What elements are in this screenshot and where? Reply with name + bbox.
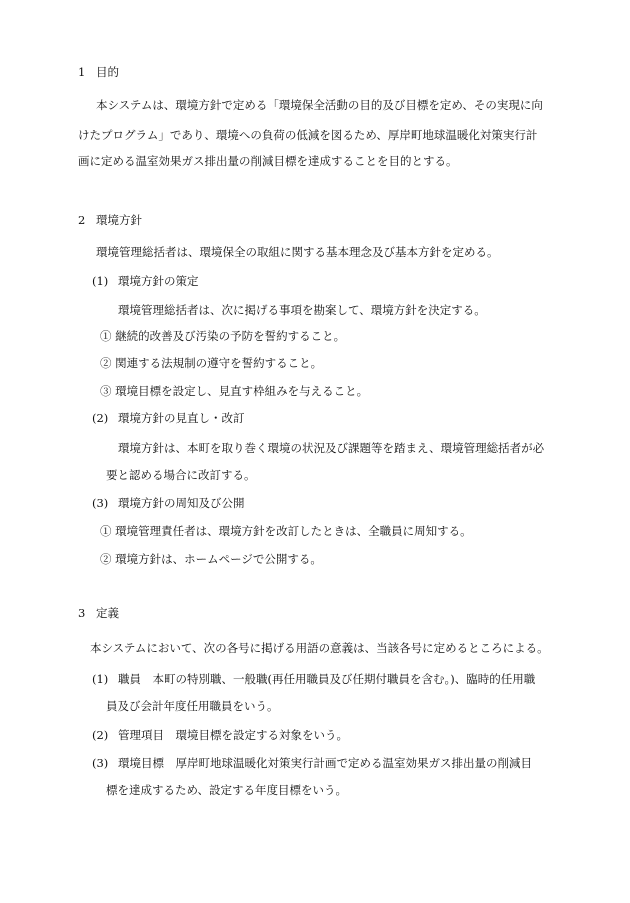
definition-text: 環境目標 厚岸町地球温暖化対策実行計画で定める温室効果ガス排出量の削減目 — [118, 756, 532, 770]
list-item: ② 環境方針は、ホームページで公開する。 — [100, 552, 322, 566]
subsection-title: 環境方針の周知及び公開 — [118, 496, 245, 510]
section-title: 環境方針 — [96, 213, 142, 227]
definition-number: (1) — [92, 672, 109, 686]
paragraph-line: 環境管理総括者は、環境保全の取組に関する基本理念及び基本方針を定める。 — [96, 245, 499, 259]
definition-number: (2) — [92, 728, 109, 742]
subsection-number: (3) — [92, 496, 109, 510]
section-number: 2 — [78, 213, 86, 227]
subsection-title: 環境方針の見直し・改訂 — [118, 411, 245, 425]
section-3-heading — [78, 605, 119, 621]
section-number: 3 — [78, 606, 86, 620]
subsection-1-heading — [92, 273, 199, 289]
section-title: 定義 — [96, 606, 119, 620]
paragraph-line: 環境管理総括者は、次に掲げる事項を勘案して、環境方針を決定する。 — [118, 303, 486, 317]
subsection-3-heading — [92, 495, 245, 511]
paragraph-line: 本システムは、環境方針で定める「環境保全活動の目的及び目標を定め、その実現に向 — [96, 98, 543, 112]
subsection-title: 環境方針の策定 — [118, 274, 199, 288]
definition-continuation: 員及び会計年度任用職員をいう。 — [106, 699, 279, 713]
list-item: ② 関連する法規制の遵守を誓約すること。 — [100, 356, 323, 370]
definition-item — [92, 727, 348, 743]
paragraph-line: けたプログラム」であり、環境への負荷の低減を図るため、厚岸町地球温暖化対策実行計 — [78, 128, 538, 142]
definition-number: (3) — [92, 756, 109, 770]
paragraph-line: 環境方針は、本町を取り巻く環境の状況及び課題等を踏まえ、環境管理総括者が必 — [118, 441, 545, 455]
definition-text: 管理項目 環境目標を設定する対象をいう。 — [118, 728, 348, 742]
paragraph-line: 画に定める温室効果ガス排出量の削減目標を達成することを目的とする。 — [78, 154, 458, 168]
definition-item — [92, 755, 532, 771]
section-2-heading — [78, 212, 142, 228]
definition-item — [92, 671, 535, 687]
definition-continuation: 標を達成するため、設定する年度目標をいう。 — [106, 783, 348, 797]
list-item: ③ 環境目標を設定し、見直す枠組みを与えること。 — [100, 384, 369, 398]
paragraph-line: 本システムにおいて、次の各号に掲げる用語の意義は、当該各号に定めるところによる。 — [90, 641, 549, 655]
list-item: ① 環境管理責任者は、環境方針を改訂したときは、全職員に周知する。 — [100, 524, 472, 538]
definition-text: 職員 本町の特別職、一般職(再任用職員及び任期付職員を含む。)、臨時的任用職 — [118, 672, 536, 686]
section-1-heading — [78, 64, 119, 80]
section-title: 目的 — [96, 65, 119, 79]
subsection-number: (1) — [92, 274, 109, 288]
list-item: ① 継続的改善及び汚染の予防を誓約すること。 — [100, 329, 346, 343]
section-number: 1 — [78, 65, 86, 79]
paragraph-line: 要と認める場合に改訂する。 — [106, 468, 256, 482]
subsection-number: (2) — [92, 411, 109, 425]
subsection-2-heading — [92, 410, 245, 426]
